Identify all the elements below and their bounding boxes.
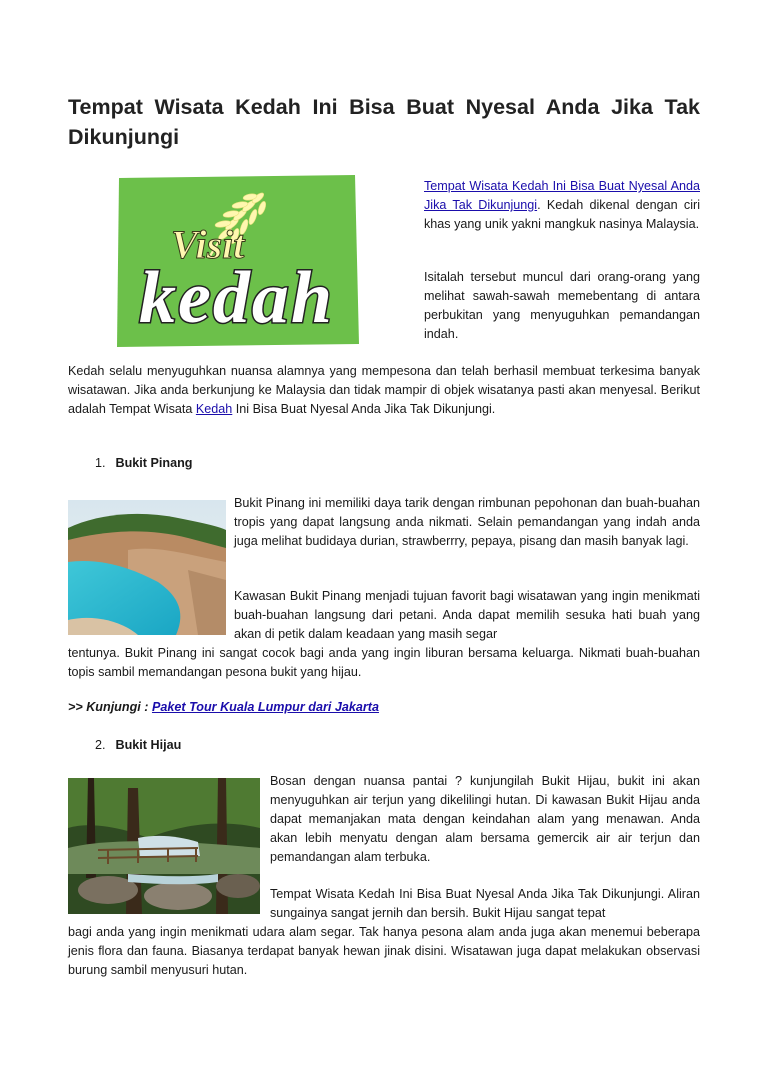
section-title: Bukit Hijau xyxy=(115,738,182,752)
bukit-hijau-paragraph-2b: bagi anda yang ingin menikmati udara alam segar. Tak hanya pesona alam anda juga akan menemui beberapa jenis flora dan fauna. Biasanya terdapat banyak hewan jinak disini. Wisatawan juga dapat melakukan observasi burung sambil menyusuri hutan. xyxy=(68,925,700,977)
bukit-hijau-paragraph-2a: Tempat Wisata Kedah Ini Bisa Buat Nyesal Anda Jika Tak Dikunjungi. Aliran sungainya sangat jernih dan bersih. Bukit Hijau sangat tepat xyxy=(270,887,700,920)
intro-title-link[interactable]: Tempat Wisata Kedah Ini Bisa Buat Nyesal Anda Jika Tak Dikunjungi xyxy=(424,179,700,212)
intro-paragraph-2: Isitalah tersebut muncul dari orang-orang yang melihat sawah-sawah memebentang di antara perbukitan yang menyuguhkan pemandangan indah. xyxy=(424,270,700,341)
intro-full-text-pre: Kedah selalu menyuguhkan nuansa alamnya yang mempesona dan telah berhasil membuat terkesima banyak wisatawan. Jika anda berkunjung ke Malaysia dan tidak mampir di objek wisatanya pasti akan menyesal. Berikut adalah Tempat Wisata xyxy=(68,364,700,416)
section-title: Bukit Pinang xyxy=(115,456,193,470)
intro-paragraph-1 xyxy=(424,177,700,234)
visit-callout xyxy=(68,700,379,714)
section-number: 1. xyxy=(95,456,106,470)
bukit-hijau-photo xyxy=(68,778,260,914)
visit-prefix: >> Kunjungi : xyxy=(68,700,152,714)
section-heading-bukit-pinang xyxy=(95,456,192,470)
intro-paragraph-1-text: . Kedah dikenal dengan ciri khas yang unik yakni mangkuk nasinya Malaysia. xyxy=(424,198,700,231)
intro-full-paragraph xyxy=(68,362,700,419)
bukit-hijau-paragraph-1: Bosan dengan nuansa pantai ? kunjungilah Bukit Hijau, bukit ini akan menyuguhkan air terjun yang dikelilingi hutan. Di kawasan Bukit Hijau anda dapat memanjakan mata dengan keindahan alam yang menawan. Anda akan lebih menyatu dengan alam bersama gemercik air air terjun dan pemandangan alam terbuka. xyxy=(270,774,700,864)
page-title: Tempat Wisata Kedah Ini Bisa Buat Nyesal Anda Jika Tak Dikunjungi xyxy=(68,95,700,149)
bukit-pinang-paragraph-2b: tentunya. Bukit Pinang ini sangat cocok bagi anda yang ingin liburan bersama keluarga. Nikmati buah-buahan topis sambil memandangan pesona bukit yang hijau. xyxy=(68,646,700,679)
logo-brand-text: kedah xyxy=(139,257,334,339)
paket-tour-link[interactable]: Paket Tour Kuala Lumpur dari Jakarta xyxy=(151,700,379,714)
bukit-pinang-paragraph-1: Bukit Pinang ini memiliki daya tarik dengan rimbunan pepohonan dan buah-buahan tropis yang dapat langsung anda nikmati. Selain pemandangan yang indah anda juga melihat budidaya durian, strawberrry, pepaya, pisang dan masih banyak lagi. xyxy=(234,496,700,548)
visit-kedah-logo xyxy=(113,172,363,350)
logo-visit-text: Visit xyxy=(171,222,245,267)
bukit-pinang-photo xyxy=(68,500,226,635)
bukit-pinang-paragraph-2a: Kawasan Bukit Pinang menjadi tujuan favorit bagi wisatawan yang ingin menikmati buah-buahan langsung dari petani. Anda dapat memilih sesuka hati buah yang akan di petik dalam keadaan yang masih segar xyxy=(234,589,700,641)
section-number: 2. xyxy=(95,738,106,752)
section-heading-bukit-hijau xyxy=(95,738,181,752)
intro-full-text-post: Ini Bisa Buat Nyesal Anda Jika Tak Dikunjungi. xyxy=(232,402,496,416)
kedah-link[interactable]: Kedah xyxy=(195,402,233,416)
